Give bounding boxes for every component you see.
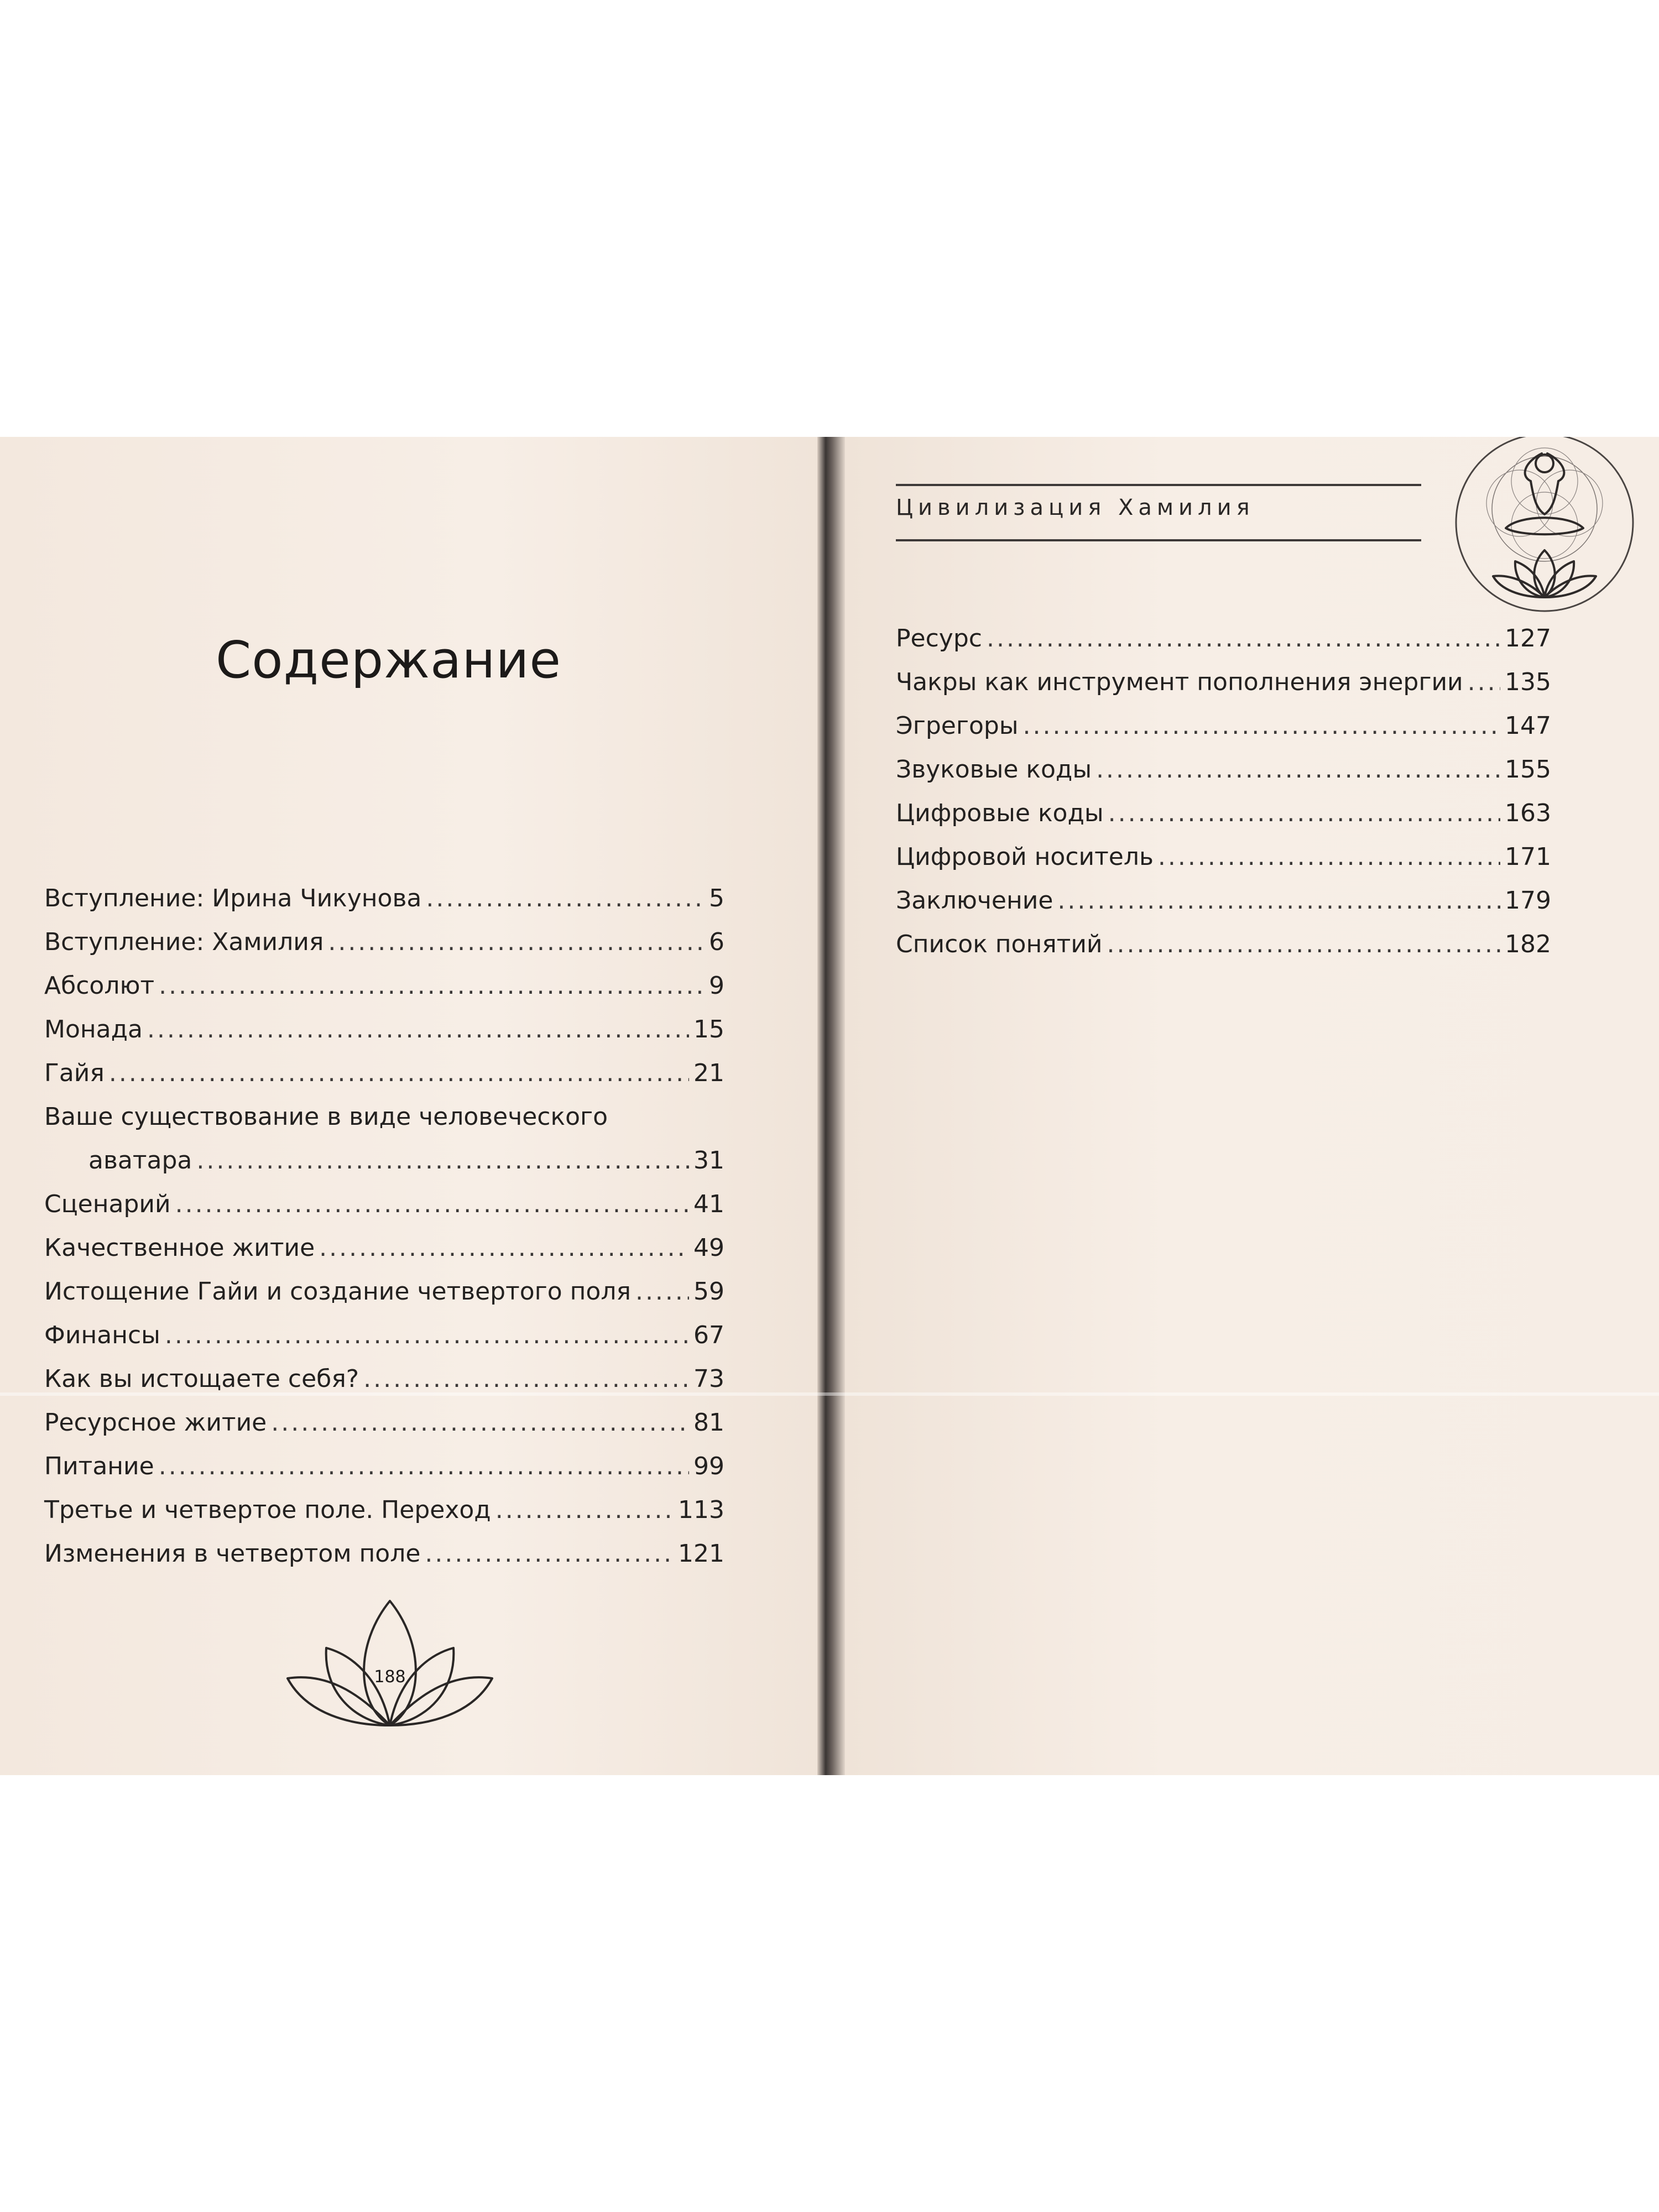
toc-entry-title: Гайя bbox=[44, 1059, 105, 1087]
toc-entry-title: Питание bbox=[44, 1452, 154, 1480]
toc-entry-continuation-line bbox=[44, 1139, 724, 1182]
dot-leader bbox=[147, 1008, 689, 1051]
dot-leader bbox=[159, 1444, 689, 1488]
toc-entry-page: 179 bbox=[1505, 886, 1551, 915]
toc-entry-title: Истощение Гайи и создание четвертого поля bbox=[44, 1277, 631, 1306]
page-folio bbox=[285, 1595, 495, 1734]
toc-entry-title: Вступление: Ирина Чикунова bbox=[44, 884, 422, 912]
dot-leader bbox=[319, 1226, 689, 1270]
toc-entry-title: Финансы bbox=[44, 1321, 160, 1349]
toc-entry-title: Качественное житие bbox=[44, 1234, 315, 1262]
toc-entry-title: Изменения в четвертом поле bbox=[44, 1540, 421, 1568]
toc-entry[interactable] bbox=[896, 835, 1551, 879]
toc-entry-page: 121 bbox=[678, 1540, 724, 1568]
toc-entry[interactable] bbox=[44, 1051, 724, 1095]
toc-entry-title: Третье и четвертое поле. Переход bbox=[44, 1496, 491, 1524]
toc-entry-page: 127 bbox=[1505, 624, 1551, 653]
toc-entry-page: 5 bbox=[709, 884, 724, 912]
toc-entry[interactable] bbox=[44, 1270, 724, 1313]
toc-entry-page: 171 bbox=[1505, 843, 1551, 871]
toc-entry-title: Заключение bbox=[896, 886, 1053, 915]
toc-entry[interactable] bbox=[896, 922, 1551, 966]
page-title: Содержание bbox=[216, 630, 561, 690]
dot-leader bbox=[425, 1532, 674, 1575]
toc-entry-page: 9 bbox=[709, 972, 724, 1000]
toc-entry[interactable] bbox=[44, 1488, 724, 1532]
page-number: 188 bbox=[374, 1667, 406, 1687]
dot-leader bbox=[1057, 879, 1500, 922]
toc-entry-title: Эгрегоры bbox=[896, 712, 1019, 740]
header-rule-bottom bbox=[896, 539, 1421, 541]
dot-leader bbox=[175, 1182, 689, 1226]
running-head bbox=[896, 484, 1421, 542]
toc-entry-page: 49 bbox=[693, 1234, 724, 1262]
running-head-text: Цивилизация Хамилия bbox=[896, 495, 1255, 520]
book-gutter bbox=[817, 437, 845, 1775]
toc-entry[interactable] bbox=[896, 879, 1551, 922]
dot-leader bbox=[1108, 791, 1500, 835]
toc-entry[interactable] bbox=[44, 920, 724, 964]
toc-entry-page: 81 bbox=[693, 1408, 724, 1437]
toc-entry-page: 6 bbox=[709, 928, 724, 956]
dot-leader bbox=[1158, 835, 1500, 879]
toc-entry-title: Ресурсное житие bbox=[44, 1408, 267, 1437]
left-page bbox=[0, 437, 817, 1775]
dot-leader bbox=[196, 1139, 689, 1182]
toc-entry-page: 59 bbox=[693, 1277, 724, 1306]
toc-entry-page: 99 bbox=[693, 1452, 724, 1480]
meditating-figure-lotus-emblem-icon bbox=[1453, 437, 1636, 614]
toc-entry[interactable] bbox=[44, 1444, 724, 1488]
dot-leader bbox=[109, 1051, 689, 1095]
toc-entry-page: 163 bbox=[1505, 799, 1551, 827]
toc-entry-title: Список понятий bbox=[896, 930, 1103, 958]
toc-entry-page: 147 bbox=[1505, 712, 1551, 740]
toc-entry[interactable] bbox=[44, 1008, 724, 1051]
toc-entry-title: Абсолют bbox=[44, 972, 155, 1000]
toc-entry-title-continuation: аватара bbox=[88, 1146, 192, 1175]
toc-entry-title: Звуковые коды bbox=[896, 755, 1092, 784]
toc-entry-page: 155 bbox=[1505, 755, 1551, 784]
dot-leader bbox=[1107, 922, 1501, 966]
dot-leader bbox=[1096, 748, 1500, 791]
toc-entry[interactable] bbox=[896, 660, 1551, 704]
toc-entry-page: 41 bbox=[693, 1190, 724, 1218]
toc-entry-title: Чакры как инструмент пополнения энергии bbox=[896, 668, 1463, 696]
open-book bbox=[0, 437, 1659, 1775]
toc-entry-page: 135 bbox=[1505, 668, 1551, 696]
dot-leader bbox=[271, 1401, 689, 1444]
toc-entry-page: 15 bbox=[693, 1015, 724, 1044]
table-of-contents-left bbox=[44, 877, 724, 1575]
toc-entry[interactable] bbox=[44, 1401, 724, 1444]
page-fold-crease bbox=[0, 1392, 1659, 1396]
table-of-contents-right bbox=[896, 617, 1551, 966]
toc-entry[interactable] bbox=[44, 964, 724, 1008]
toc-entry[interactable] bbox=[896, 617, 1551, 660]
dot-leader bbox=[328, 920, 705, 964]
toc-entry-title: Как вы истощаете себя? bbox=[44, 1365, 359, 1393]
toc-entry[interactable] bbox=[44, 1182, 724, 1226]
toc-entry[interactable] bbox=[44, 877, 724, 920]
toc-entry[interactable] bbox=[896, 748, 1551, 791]
dot-leader bbox=[987, 617, 1500, 660]
header-rule-top bbox=[896, 484, 1421, 486]
dot-leader bbox=[1468, 660, 1500, 704]
right-page bbox=[845, 437, 1659, 1775]
toc-entry[interactable] bbox=[44, 1095, 724, 1182]
toc-entry-page: 21 bbox=[693, 1059, 724, 1087]
dot-leader bbox=[159, 964, 705, 1008]
toc-entry[interactable] bbox=[44, 1226, 724, 1270]
toc-entry[interactable] bbox=[44, 1313, 724, 1357]
toc-entry-title: Монада bbox=[44, 1015, 143, 1044]
dot-leader bbox=[1023, 704, 1500, 748]
toc-entry-title: Сценарий bbox=[44, 1190, 171, 1218]
dot-leader bbox=[426, 877, 705, 920]
dot-leader bbox=[495, 1488, 674, 1532]
toc-entry-title: Ваше существование в виде человеческого bbox=[44, 1103, 608, 1131]
toc-entry-page: 31 bbox=[693, 1146, 724, 1175]
toc-entry-page: 67 bbox=[693, 1321, 724, 1349]
toc-entry[interactable] bbox=[44, 1532, 724, 1575]
lotus-icon bbox=[285, 1595, 495, 1734]
toc-entry-page: 113 bbox=[678, 1496, 724, 1524]
toc-entry-page: 182 bbox=[1505, 930, 1551, 958]
toc-entry-page: 73 bbox=[693, 1365, 724, 1393]
toc-entry-title: Цифровой носитель bbox=[896, 843, 1154, 871]
toc-entry[interactable] bbox=[896, 704, 1551, 748]
toc-entry[interactable] bbox=[896, 791, 1551, 835]
toc-entry-title: Ресурс bbox=[896, 624, 982, 653]
dot-leader bbox=[165, 1313, 689, 1357]
dot-leader bbox=[635, 1270, 689, 1313]
toc-entry-title: Цифровые коды bbox=[896, 799, 1104, 827]
toc-entry-title: Вступление: Хамилия bbox=[44, 928, 324, 956]
